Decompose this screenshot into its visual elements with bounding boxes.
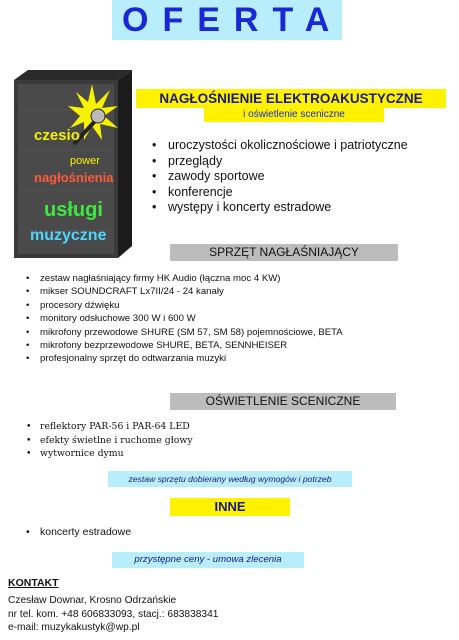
list-item: • efekty świetlne i ruchome głowy — [40, 434, 193, 448]
speaker-cabinet-image — [14, 70, 132, 258]
list-item: • występy i koncerty estradowe — [168, 200, 408, 216]
list-item: • monitory odsłuchowe 300 W i 600 W — [40, 312, 343, 325]
section-header-other: INNE — [170, 498, 290, 516]
list-item: • procesory dźwięku — [40, 299, 343, 312]
speaker-text-muzyczne: muzyczne — [30, 227, 107, 244]
list-item: • przeglądy — [168, 154, 408, 170]
list-item: • profesjonalny sprzęt do odtwarzania muzyki — [40, 352, 343, 365]
list-item: • konferencje — [168, 185, 408, 201]
sound-equipment-list — [40, 272, 343, 366]
list-item: • koncerty estradowe — [40, 525, 131, 539]
list-item: • mikrofony przewodowe SHURE (SM 57, SM 58) pojemnościowe, BETA — [40, 326, 343, 339]
list-item: • reflektory PAR-56 i PAR-64 LED — [40, 420, 193, 434]
section-header-sound-reinforcement: NAGŁOŚNIENIE ELEKTROAKUSTYCZNE — [136, 89, 446, 108]
list-item: • wytwornice dymu — [40, 447, 193, 461]
contact-details — [8, 594, 218, 635]
prices-note: przystępne ceny - umowa zlecenia — [112, 552, 304, 568]
speaker-text-uslugi: usługi — [44, 199, 103, 221]
list-item: • zawody sportowe — [168, 169, 408, 185]
contact-heading: KONTAKT — [8, 577, 59, 589]
section-header-stage-lighting: OŚWIETLENIE SCENICZNE — [170, 393, 396, 410]
contact-phone: nr tel. kom. +48 606833093, stacj.: 683838341 — [8, 608, 219, 620]
speaker-text-czesio: czesio — [34, 127, 80, 144]
list-item: • uroczystości okolicznościowe i patriotyczne — [168, 138, 408, 154]
list-item: • mikrofony bezprzewodowe SHURE, BETA, SENNHEISER — [40, 339, 343, 352]
section-header-sound-equipment: SPRZĘT NAGŁAŚNIAJĄCY — [170, 244, 398, 261]
speaker-text-power: power — [70, 155, 100, 167]
events-list — [168, 138, 408, 216]
list-item: • zestaw nagłaśniający firmy HK Audio (łączna moc 4 KW) — [40, 272, 343, 285]
lighting-list — [40, 420, 193, 461]
section-subheader-lighting: i oświetlenie sceniczne — [204, 108, 384, 122]
equipment-note: zestaw sprzętu dobierany według wymogów i potrzeb — [108, 471, 352, 487]
contact-name: Czesław Downar, Krosno Odrzańskie — [8, 595, 177, 606]
page-title: OFERTA — [112, 0, 342, 40]
contact-email[interactable]: e-mail: muzykakustyk@wp.pl — [8, 622, 140, 633]
list-item: • mikser SOUNDCRAFT Lx7II/24 - 24 kanały — [40, 285, 343, 298]
speaker-text-naglosnienia: nagłośnienia — [34, 170, 114, 185]
other-list — [40, 525, 131, 539]
